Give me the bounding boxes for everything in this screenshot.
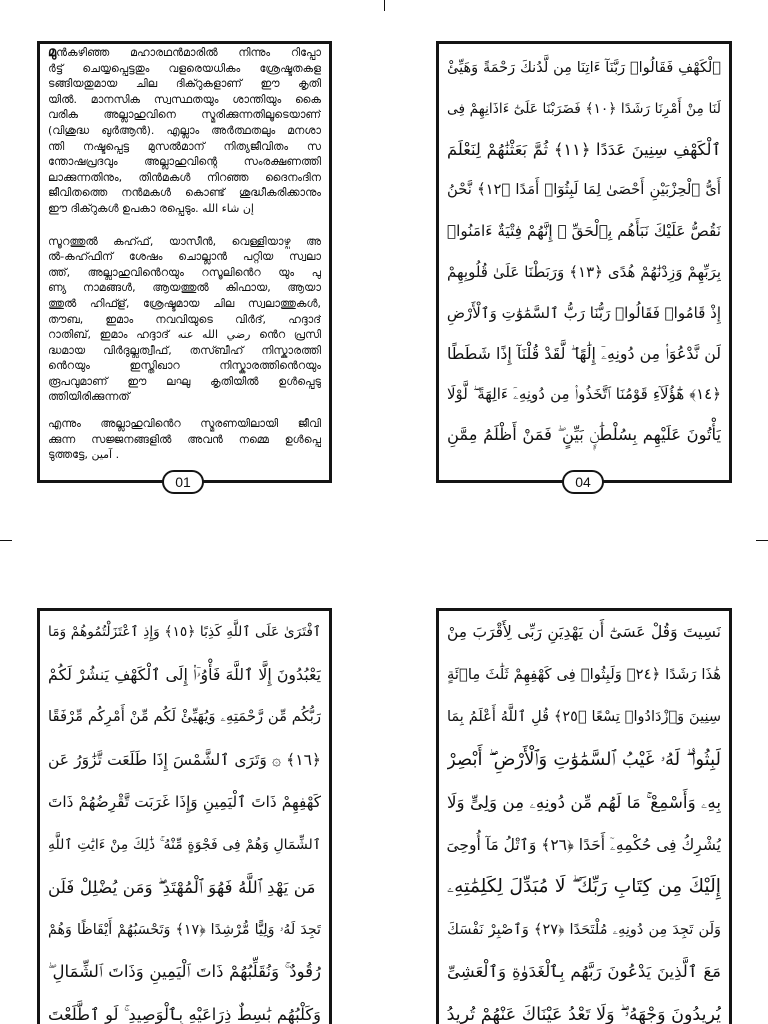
crop-mark-top	[384, 0, 385, 11]
page-panel-bottom-left	[37, 608, 332, 1024]
paragraph	[48, 234, 321, 406]
verse-line: ۗ مَن يَهْدِ ٱللَّهُ فَهُوَ ٱلْمُهْتَدِ ۖ وَمَن يُضْلِلْ فَلَن	[48, 877, 321, 897]
text-line: യിൽ. മാനസിക സ്വസ്ഥതയും ശാന്തിയും കൈ	[48, 92, 321, 106]
paragraph	[48, 45, 321, 217]
verse-line: ٱلْكَهْفِ سِنِينَ عَدَدًا ﴿١١﴾ ثُمَّ بَعَثْنَٰهُمْ لِنَعْلَمَ	[447, 139, 721, 159]
text-line: ത്തുൽ ഹിഫ്ള്, ശ്രേഷ്ടമായ ചില സ്വലാത്തുകൾ,	[48, 296, 321, 310]
text-line: ന്തോഷപ്രദവും അല്ലാഹുവിന്റെ സംരക്ഷണത്തി	[48, 155, 321, 169]
page-number: 04	[562, 470, 604, 494]
page-panel-01	[37, 41, 332, 483]
verse-line: رَبُّكُم مِّن رَّحْمَتِهِۦ وَيُهَيِّئْ لَكُم مِّنْ أَمْرِكُم مِّرْفَقًا	[48, 708, 321, 725]
page-panel-04	[436, 41, 732, 483]
verse-line: بِهِۦ وَأَسْمِعْ ۚ مَا لَهُم مِّن دُونِهِۦ مِن وَلِىٍّ وَلَا	[447, 792, 721, 812]
verse-line: أَىُّ ٱلْحِزْبَيْنِ أَحْصَىٰ لِمَا لَبِثُوٓا۟ أَمَدًا ﴿١٢﴾ نَّحْنُ	[447, 181, 721, 199]
text-line: ഈ ദിക്റുകൾ ഉപകാ രപ്പെടും. إن شاء الله	[48, 201, 254, 215]
page-panel-bottom-right	[436, 608, 732, 1024]
text-line: ദ്ധമായ വിർദുല്ലത്വീഫ്, തസ്ബീഹ് നിസ്കാരത്തി	[48, 343, 321, 357]
verse-line: نَسِيتَ وَقُلْ عَسَىٰٓ أَن يَهْدِيَنِ رَبِّى لِأَقْرَبَ مِنْ	[447, 623, 721, 641]
verse-line: يَأْتُونَ عَلَيْهِم بِسُلْطَٰنٍۭ بَيِّنٍ ۖ فَمَنْ أَظْلَمُ مِمَّنِ	[447, 425, 721, 445]
text-line: ടുത്തട്ടേ, آمين .	[48, 448, 120, 462]
verse-line: نَقُصُّ عَلَيْكَ نَبَأَهُم بِٱلْحَقِّ ۚ إِنَّهُمْ فِتْيَةٌ ءَامَنُوا۟	[447, 222, 721, 241]
text-line: ടങ്ങിയതുമായ ചില ദിക്റുകളാണ് ഈ കൃതി	[48, 77, 321, 91]
verse-line: ٱفْتَرَىٰ عَلَى ٱللَّهِ كَذِبًا ﴿١٥﴾ وَإِذِ ٱعْتَزَلْتُمُوهُمْ وَمَا	[48, 624, 321, 640]
text-line: മുൻകഴിഞ്ഞ മഹാരഥൻമാരിൽ നിന്നും റിപ്പോ	[48, 45, 321, 60]
verse-line: ٱلشِّمَالِ وَهُمْ فِى فَجْوَةٍ مِّنْهُ ۚ ذَٰلِكَ مِنْ ءَايَٰتِ ٱللَّهِ	[48, 836, 321, 853]
text-line: റാതിബ്, ഇമാം ഹദ്ദാദ് رضي الله عنه ൻെറ പ്രസി	[48, 328, 321, 342]
verse-line: كَهْفِهِمْ ذَاتَ ٱلْيَمِينِ وَإِذَا غَرَبَت تَّقْرِضُهُمْ ذَاتَ	[48, 793, 321, 811]
text-line: (വിശുദ്ധ ഖുർആൻ). എല്ലാം അർത്ഥതലും മനശാ	[48, 123, 321, 137]
verse-line: هَٰذَا رَشَدًا ﴿٢٤﴾ وَلَبِثُوا۟ فِى كَهْفِهِمْ ثَلَٰثَ مِا۟ئَةٍ	[447, 665, 721, 683]
text-line: ജീവിതത്തെ നൻമകൾ കൊണ്ട് ശുദ്ധീകരിക്കാനും	[48, 186, 321, 200]
verse-line: وَلَن تَجِدَ مِن دُونِهِۦ مُلْتَحَدًا ﴿٢٧﴾ وَٱصْبِرْ نَفْسَكَ	[447, 921, 721, 938]
text-line: ത്ത്, അല്ലാഹുവിൻെറയും റസൂലിൻെറ യും പു	[48, 265, 321, 279]
verse-line: يُشْرِكُ فِى حُكْمِهِۦٓ أَحَدًا ﴿٢٦﴾ وَٱتْلُ مَآ أُوحِىَ	[447, 835, 721, 854]
text-line: രൂപവുമാണ് ഈ ലഘു കൃതിയിൽ ഉൾപ്പെടു	[48, 374, 321, 388]
verse-line: لَنَا مِنْ أَمْرِنَا رَشَدًا ﴿١٠﴾ فَضَرَبْنَا عَلَىٰٓ ءَاذَانِهِمْ فِى	[447, 100, 721, 117]
crop-mark-left	[0, 540, 12, 541]
verse-line: وَكَلْبُهُم بَٰسِطٌ ذِرَاعَيْهِ بِٱلْوَصِيدِ ۚ لَوِ ٱطَّلَعْتَ	[48, 1004, 321, 1024]
verse-line: ﴿١٦﴾ ۞ وَتَرَى ٱلشَّمْسَ إِذَا طَلَعَت تَّزَٰوَرُ عَن	[48, 750, 321, 769]
text-line: ണ്യ നാമങ്ങൾ, ആയത്തുൽ കിഫായ, ആയാ	[48, 281, 321, 295]
page-number: 01	[162, 470, 204, 494]
text-line: സൂറത്തുൽ കഹ്ഫ്, യാസീൻ, വെള്ളിയാഴ്ച അ	[48, 234, 321, 248]
paragraph	[48, 416, 321, 463]
verse-line: ﴿١٤﴾ هَٰٓؤُلَآءِ قَوْمُنَا ٱتَّخَذُوا۟ مِن دُونِهِۦٓ ءَالِهَةً ۖ لَّوْلَا	[447, 385, 721, 404]
verse-line: يُرِيدُونَ وَجْهَهُۥ ۖ وَلَا تَعْدُ عَيْنَاكَ عَنْهُمْ تُرِيدُ	[447, 1004, 721, 1024]
verse-line: يَعْبُدُونَ إِلَّا ٱللَّهَ فَأْوُۥٓا۟ إِلَى ٱلْكَهْفِ يَنشُرْ لَكُمْ	[48, 664, 321, 684]
text-line: ൽ-കഹ്ഫിന് ശേഷം ചൊല്ലാൻ പറ്റിയ സ്വലാ	[48, 250, 321, 264]
text-line: ൻെറയും ഇസ്തിഖാറ നിസ്കാരത്തിൻെറയും	[48, 359, 321, 373]
text-line: ർട്ട് ചെയ്യപ്പെട്ടതും വളരെയധികം ശ്രേഷ്ടതകള	[48, 61, 321, 75]
verse-line: لَبِثُوا۟ ۖ لَهُۥ غَيْبُ ٱلسَّمَٰوَٰتِ وَٱلْأَرْضِ ۖ أَبْصِرْ	[447, 748, 721, 770]
verse-line: سِنِينَ وَٱزْدَادُوا۟ تِسْعًا ﴿٢٥﴾ قُلِ ٱللَّهُ أَعْلَمُ بِمَا	[447, 709, 721, 725]
verse-line: رُقُودٌ ۚ وَنُقَلِّبُهُمْ ذَاتَ ٱلْيَمِينِ وَذَاتَ ٱلشِّمَالِ ۖ	[48, 962, 321, 981]
text-line: ലാക്കുന്നതിനും, തിൻമകൾ നിറഞ്ഞ ദൈനംദിന	[48, 170, 321, 184]
verse-line: ٱلْكَهْفِ فَقَالُوا۟ رَبَّنَآ ءَاتِنَا مِن لَّدُنكَ رَحْمَةً وَهَيِّئْ	[447, 60, 721, 76]
verse-line: بِرَبِّهِمْ وَزِدْنَٰهُمْ هُدًى ﴿١٣﴾ وَرَبَطْنَا عَلَىٰ قُلُوبِهِمْ	[447, 262, 721, 281]
verse-line: إِلَيْكَ مِن كِتَابِ رَبِّكَ ۖ لَا مُبَدِّلَ لِكَلِمَٰتِهِۦ	[447, 876, 721, 897]
verse-line: لَن نَّدْعُوَا۟ مِن دُونِهِۦٓ إِلَٰهًا ۖ لَّقَدْ قُلْنَآ إِذًا شَطَطًا	[447, 343, 721, 363]
text-line: എന്നും അല്ലാഹുവിൻെറ സ്മരണയിലായി ജീവി	[48, 417, 321, 431]
crop-mark-right	[756, 540, 768, 541]
verse-line: إِذْ قَامُوا۟ فَقَالُوا۟ رَبُّنَا رَبُّ ٱلسَّمَٰوَٰتِ وَٱلْأَرْضِ	[447, 303, 721, 322]
verse-line: تَجِدَ لَهُۥ وَلِيًّا مُّرْشِدًا ﴿١٧﴾ وَتَحْسَبُهُمْ أَيْقَاظًا وَهُمْ	[48, 921, 321, 938]
text-line: ക്കുന്ന സജ്ജനങ്ങളിൽ അവൻ നമ്മെ ഉൾപ്പെ	[48, 432, 321, 446]
text-line: ന്തി നഷ്ടപ്പെട്ട മുസൽമാന് നിത്യജീവിതം സ	[48, 139, 321, 153]
text-line: വരിക അല്ലാഹുവിനെ സ്മരിക്കുന്നതിലൂടെയാണ്	[48, 108, 321, 122]
text-line: ത്തിയിരിക്കുന്നത്	[48, 390, 130, 404]
text-line: തൗബ, ഇമാം നവവിയുടെ വിർദ്, ഹദ്ദാദ്	[48, 312, 321, 326]
verse-line: مَعَ ٱلَّذِينَ يَدْعُونَ رَبَّهُم بِٱلْغَدَوٰةِ وَٱلْعَشِىِّ	[447, 962, 721, 981]
